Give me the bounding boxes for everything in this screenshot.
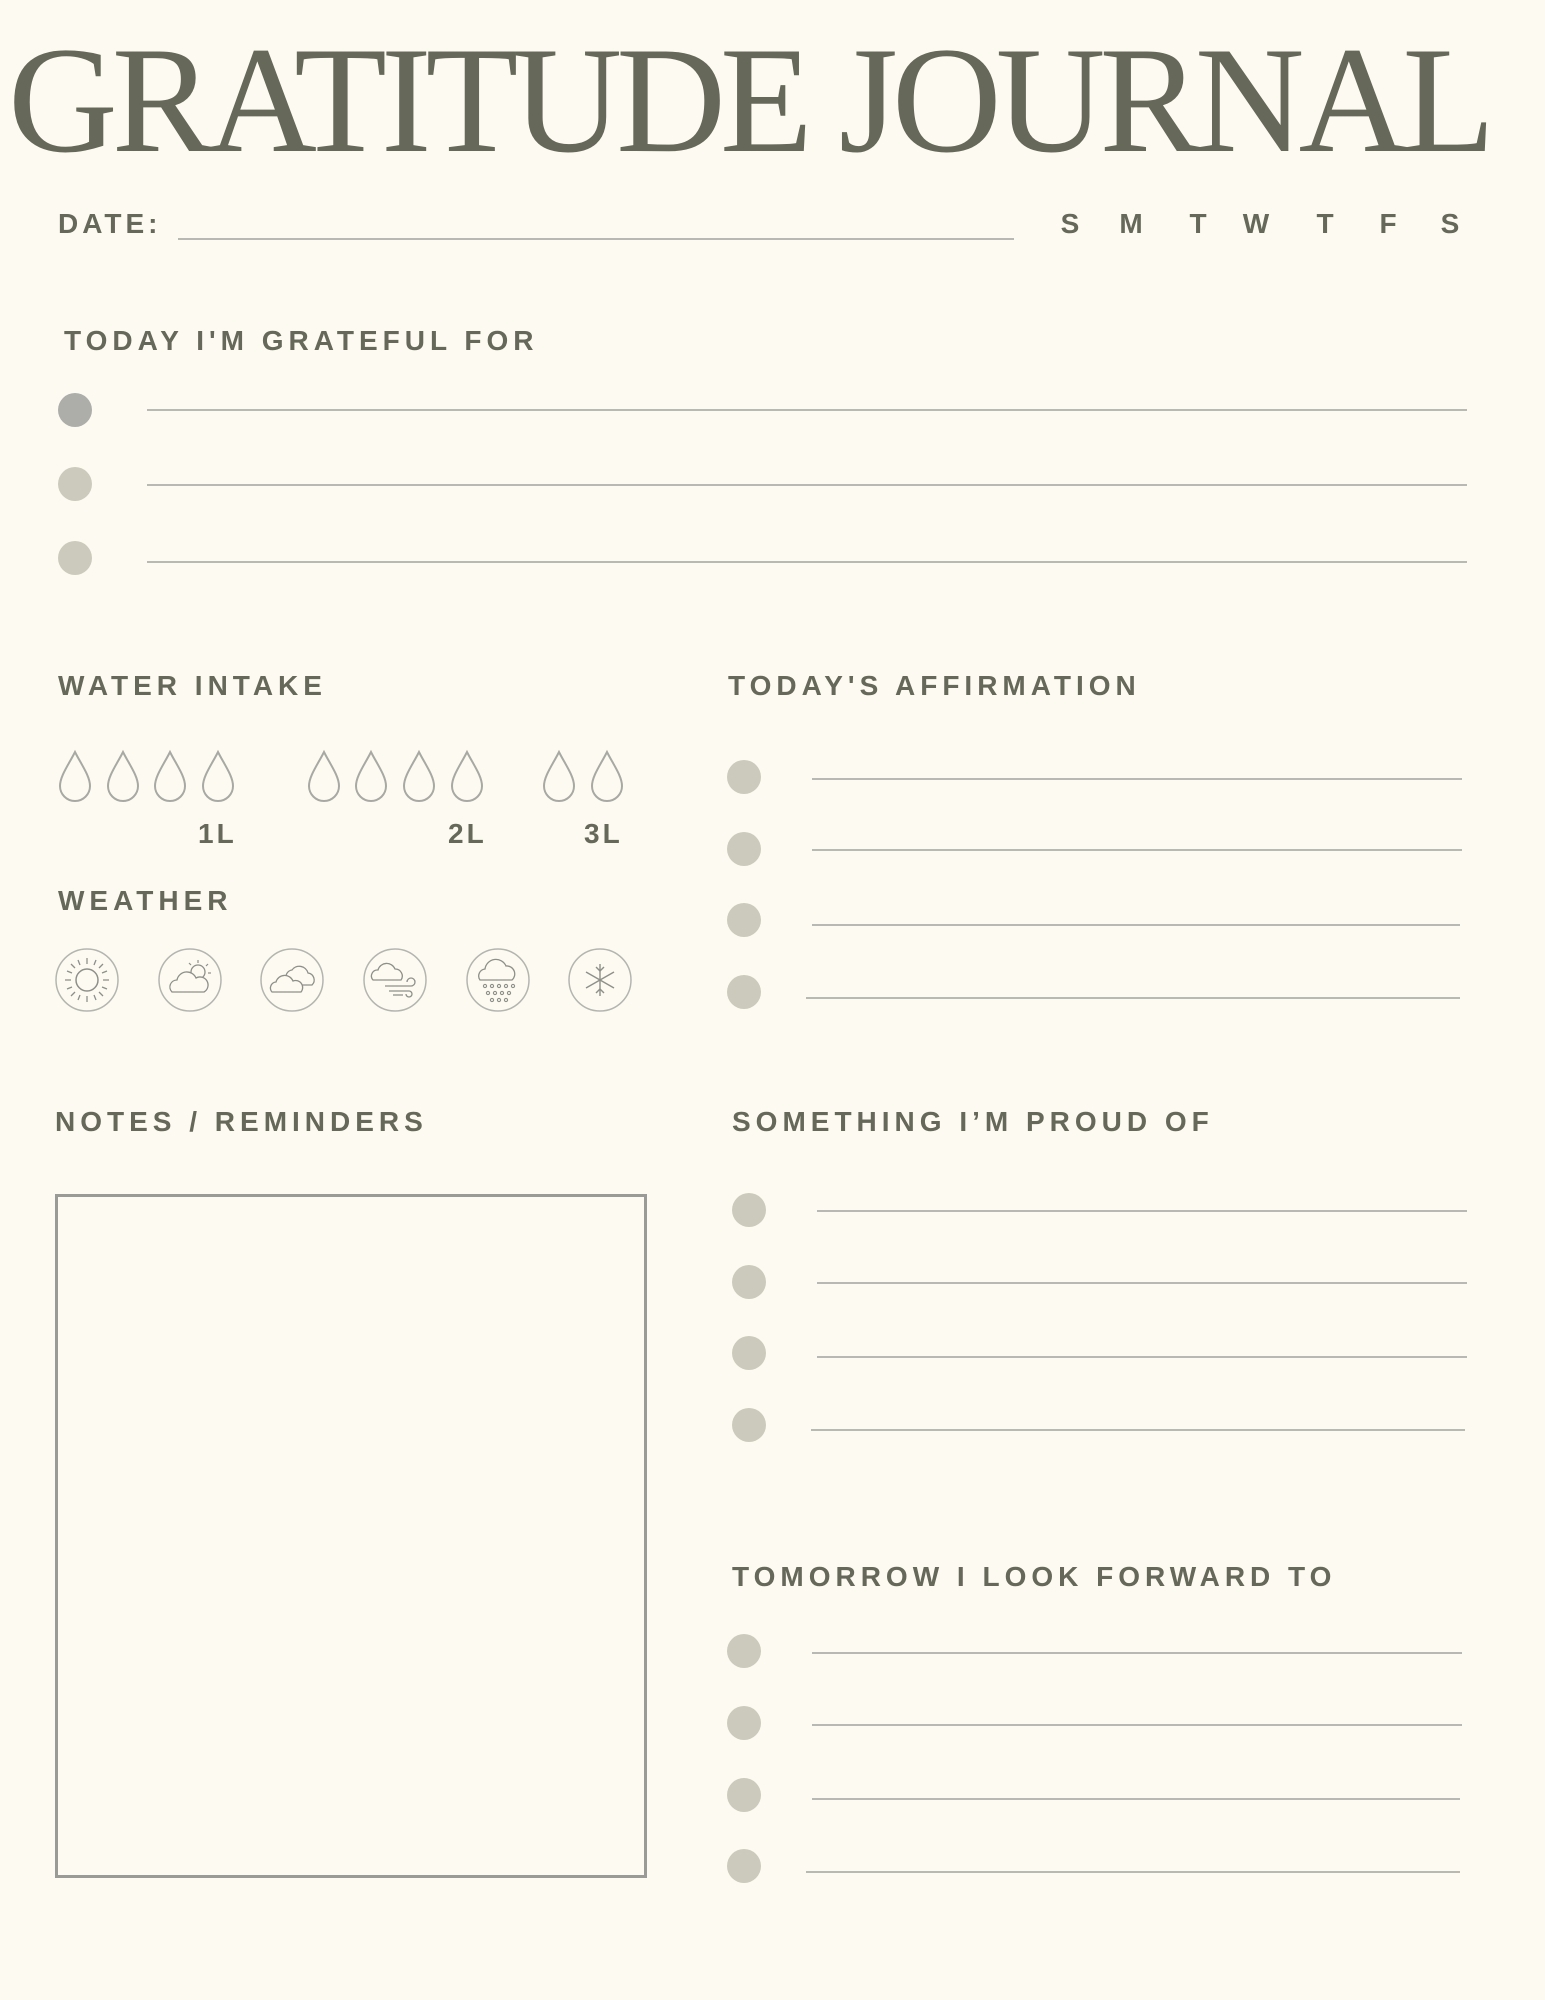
water-drop-icon[interactable]	[356, 752, 386, 801]
tomorrow-line-1[interactable]	[812, 1652, 1462, 1654]
grateful-line-2[interactable]	[147, 484, 1467, 486]
tomorrow-line-2[interactable]	[812, 1724, 1462, 1726]
water-drop-icon[interactable]	[452, 752, 482, 801]
partly-cloudy-icon[interactable]	[158, 948, 222, 1012]
bullet-icon	[727, 760, 761, 794]
proud-line-3[interactable]	[817, 1356, 1467, 1358]
proud-heading: SOMETHING I’M PROUD OF	[732, 1106, 1214, 1137]
tomorrow-heading: TOMORROW I LOOK FORWARD TO	[732, 1561, 1337, 1592]
page-title: GRATITUDE JOURNAL	[8, 16, 1490, 184]
notes-heading: NOTES / REMINDERS	[55, 1106, 428, 1137]
cloudy-icon[interactable]	[260, 948, 324, 1012]
affirmation-line-3[interactable]	[812, 924, 1460, 926]
bullet-icon	[58, 541, 92, 575]
day-sunday[interactable]: S	[1060, 208, 1080, 239]
tomorrow-line-4[interactable]	[806, 1871, 1460, 1873]
day-wednesday[interactable]: W	[1242, 208, 1270, 239]
bullet-icon	[58, 467, 92, 501]
water-mark-2l: 2L	[448, 818, 487, 849]
rain-icon[interactable]	[466, 948, 530, 1012]
bullet-icon	[727, 903, 761, 937]
bullet-icon	[727, 975, 761, 1009]
affirmation-line-1[interactable]	[812, 778, 1462, 780]
water-drop-icon[interactable]	[404, 752, 434, 801]
grateful-line-3[interactable]	[147, 561, 1467, 563]
day-monday[interactable]: M	[1119, 208, 1143, 239]
bullet-icon	[727, 1778, 761, 1812]
grateful-line-1[interactable]	[147, 409, 1467, 411]
proud-line-2[interactable]	[817, 1282, 1467, 1284]
day-tuesday[interactable]: T	[1189, 208, 1207, 239]
weather-heading: WEATHER	[58, 885, 233, 916]
water-heading: WATER INTAKE	[58, 670, 327, 701]
water-mark-1l: 1L	[198, 818, 237, 849]
bullet-icon	[727, 832, 761, 866]
affirmation-heading: TODAY'S AFFIRMATION	[728, 670, 1141, 701]
water-drop-icon[interactable]	[203, 752, 233, 801]
proud-line-1[interactable]	[817, 1210, 1467, 1212]
notes-box[interactable]	[55, 1194, 647, 1878]
bullet-icon	[732, 1408, 766, 1442]
water-drop-icon[interactable]	[309, 752, 339, 801]
affirmation-line-4[interactable]	[806, 997, 1460, 999]
water-drop-icon[interactable]	[155, 752, 185, 801]
windy-icon[interactable]	[363, 948, 427, 1012]
date-field[interactable]	[178, 238, 1014, 240]
bullet-icon	[727, 1706, 761, 1740]
date-label: DATE:	[58, 208, 162, 239]
weekday-selector	[1050, 208, 1470, 244]
sun-icon[interactable]	[55, 948, 119, 1012]
bullet-icon	[727, 1849, 761, 1883]
grateful-heading: TODAY I'M GRATEFUL FOR	[64, 325, 539, 356]
affirmation-line-2[interactable]	[812, 849, 1462, 851]
water-drop-icon[interactable]	[108, 752, 138, 801]
bullet-icon	[727, 1634, 761, 1668]
tomorrow-line-3[interactable]	[812, 1798, 1460, 1800]
water-drop-icon[interactable]	[544, 752, 574, 801]
water-drop-icon[interactable]	[592, 752, 622, 801]
day-friday[interactable]: F	[1379, 208, 1397, 239]
bullet-icon	[732, 1265, 766, 1299]
bullet-icon	[58, 393, 92, 427]
bullet-icon	[732, 1336, 766, 1370]
water-mark-3l: 3L	[584, 818, 623, 849]
water-drop-icon[interactable]	[60, 752, 90, 801]
bullet-icon	[732, 1193, 766, 1227]
snow-icon[interactable]	[568, 948, 632, 1012]
water-drops	[0, 748, 660, 808]
day-saturday[interactable]: S	[1440, 208, 1460, 239]
day-thursday[interactable]: T	[1316, 208, 1334, 239]
proud-line-4[interactable]	[811, 1429, 1465, 1431]
